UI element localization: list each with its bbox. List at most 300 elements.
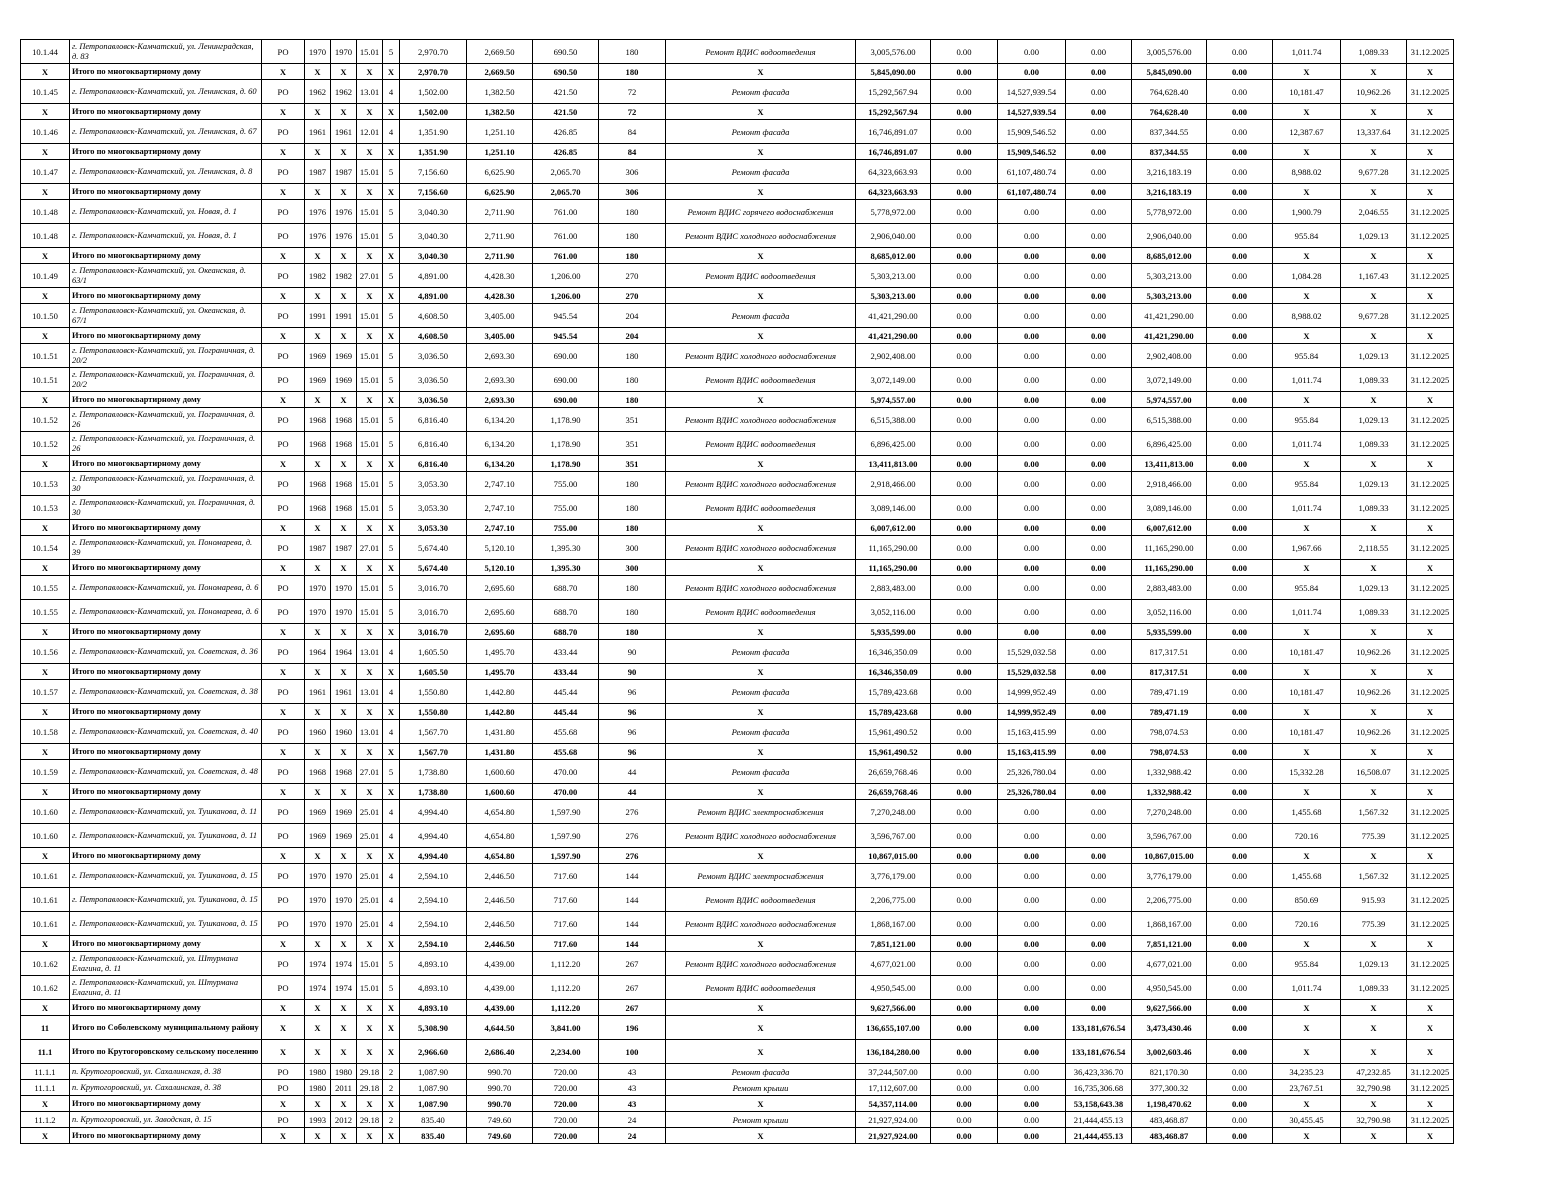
cell-c5: 0.00 bbox=[1207, 224, 1273, 248]
cell-area_res: 990.70 bbox=[467, 1080, 533, 1096]
cell-c1: 0.00 bbox=[931, 560, 998, 576]
cell-c5: 0.00 bbox=[1207, 160, 1273, 184]
cell-area_total: 1,502.00 bbox=[400, 80, 467, 104]
cell-cost: 136,655,107.00 bbox=[856, 1016, 931, 1040]
cell-y1: X bbox=[305, 664, 331, 680]
cell-deadline: X bbox=[1407, 248, 1454, 264]
cell-work: X bbox=[666, 848, 856, 864]
cell-c5: 0.00 bbox=[1207, 640, 1273, 664]
cell-area_nonres: 690.00 bbox=[533, 368, 599, 392]
cell-address: Итого по Соболевскому муниципальному району bbox=[70, 1016, 262, 1040]
cell-type: РО bbox=[262, 952, 305, 976]
cell-address: г. Петропавловск-Камчатский, ул. Советская, д. 36 bbox=[70, 640, 262, 664]
cell-area_total: 1,351.90 bbox=[400, 144, 467, 160]
cell-c5: 0.00 bbox=[1207, 288, 1273, 304]
cell-spec1: 8,988.02 bbox=[1273, 160, 1341, 184]
cell-spec1: X bbox=[1273, 64, 1341, 80]
cell-type: X bbox=[262, 248, 305, 264]
cell-area_total: 2,966.60 bbox=[400, 1040, 467, 1064]
cell-address: г. Петропавловск-Камчатский, ул. Ленинская, д. 8 bbox=[70, 160, 262, 184]
cell-spec1: X bbox=[1273, 288, 1341, 304]
cell-c4: 837,344.55 bbox=[1132, 120, 1207, 144]
cell-type: X bbox=[262, 704, 305, 720]
cell-no: 10.1.46 bbox=[21, 120, 70, 144]
cell-date: 15.01 bbox=[357, 368, 383, 392]
cell-c3: 0.00 bbox=[1066, 784, 1132, 800]
cell-c3: 0.00 bbox=[1066, 264, 1132, 288]
cell-no: 10.1.45 bbox=[21, 80, 70, 104]
cell-no: 10.1.62 bbox=[21, 952, 70, 976]
cell-work: X bbox=[666, 1128, 856, 1144]
cell-deadline: 31.12.2025 bbox=[1407, 888, 1454, 912]
cell-c5: 0.00 bbox=[1207, 600, 1273, 624]
cell-y1: X bbox=[305, 784, 331, 800]
cell-no: X bbox=[21, 328, 70, 344]
cell-c1: 0.00 bbox=[931, 744, 998, 760]
cell-area_total: 835.40 bbox=[400, 1128, 467, 1144]
cell-address: г. Петропавловск-Камчатский, ул. Штурмана Елагина, д. 11 bbox=[70, 976, 262, 1000]
cell-type: РО bbox=[262, 600, 305, 624]
cell-no: X bbox=[21, 64, 70, 80]
cell-c1: 0.00 bbox=[931, 392, 998, 408]
cell-no: X bbox=[21, 248, 70, 264]
cell-y2: 1962 bbox=[331, 80, 357, 104]
cell-area_nonres: 1,112.20 bbox=[533, 1000, 599, 1016]
cell-spec1: X bbox=[1273, 848, 1341, 864]
cell-y2: 1968 bbox=[331, 760, 357, 784]
cell-residents: 180 bbox=[599, 600, 666, 624]
cell-deadline: X bbox=[1407, 288, 1454, 304]
cell-deadline: X bbox=[1407, 784, 1454, 800]
cell-c1: 0.00 bbox=[931, 40, 998, 64]
cell-date: X bbox=[357, 104, 383, 120]
cell-cost: 16,346,350.09 bbox=[856, 640, 931, 664]
cell-spec1: 1,455.68 bbox=[1273, 800, 1341, 824]
cell-y1: 1982 bbox=[305, 264, 331, 288]
cell-work: Ремонт ВДИС холодного водоснабжения bbox=[666, 344, 856, 368]
cell-date: 15.01 bbox=[357, 600, 383, 624]
cell-cost: 16,746,891.07 bbox=[856, 120, 931, 144]
cell-date: 15.01 bbox=[357, 496, 383, 520]
cell-address: г. Петропавловск-Камчатский, ул. Ленинградская, д. 83 bbox=[70, 40, 262, 64]
cell-spec2: 1,089.33 bbox=[1341, 600, 1407, 624]
cell-area_res: 1,442.80 bbox=[467, 680, 533, 704]
cell-c4: 1,332,988.42 bbox=[1132, 760, 1207, 784]
cell-work: Ремонт ВДИС холодного водоснабжения bbox=[666, 224, 856, 248]
cell-floors: 4 bbox=[383, 888, 400, 912]
cell-area_nonres: 426.85 bbox=[533, 120, 599, 144]
cell-deadline: 31.12.2025 bbox=[1407, 224, 1454, 248]
cell-y2: 1969 bbox=[331, 368, 357, 392]
cell-spec1: 10,181.47 bbox=[1273, 680, 1341, 704]
cell-c1: 0.00 bbox=[931, 704, 998, 720]
cell-spec1: 1,084.28 bbox=[1273, 264, 1341, 288]
cell-type: РО bbox=[262, 496, 305, 520]
cell-spec2: 47,232.85 bbox=[1341, 1064, 1407, 1080]
cell-floors: 5 bbox=[383, 40, 400, 64]
cell-area_nonres: 445.44 bbox=[533, 680, 599, 704]
cell-c2: 0.00 bbox=[998, 536, 1066, 560]
cell-cost: 21,927,924.00 bbox=[856, 1112, 931, 1128]
cell-area_res: 4,428.30 bbox=[467, 288, 533, 304]
cell-c3: 0.00 bbox=[1066, 888, 1132, 912]
cell-c3: 0.00 bbox=[1066, 64, 1132, 80]
cell-c5: 0.00 bbox=[1207, 1064, 1273, 1080]
cell-c2: 0.00 bbox=[998, 328, 1066, 344]
cell-spec2: X bbox=[1341, 1040, 1407, 1064]
cell-area_nonres: 945.54 bbox=[533, 328, 599, 344]
capital-repair-program-table bbox=[20, 39, 1454, 1144]
cell-cost: 3,089,146.00 bbox=[856, 496, 931, 520]
cell-y2: X bbox=[331, 1016, 357, 1040]
cell-c1: 0.00 bbox=[931, 264, 998, 288]
cell-date: X bbox=[357, 1000, 383, 1016]
cell-c4: 2,206,775.00 bbox=[1132, 888, 1207, 912]
cell-no: 10.1.60 bbox=[21, 824, 70, 848]
cell-c3: 0.00 bbox=[1066, 496, 1132, 520]
cell-address: г. Петропавловск-Камчатский, ул. Новая, д. 1 bbox=[70, 200, 262, 224]
cell-c5: 0.00 bbox=[1207, 1016, 1273, 1040]
cell-no: 10.1.47 bbox=[21, 160, 70, 184]
cell-no: 10.1.53 bbox=[21, 472, 70, 496]
cell-cost: 15,292,567.94 bbox=[856, 80, 931, 104]
cell-cost: 9,627,566.00 bbox=[856, 1000, 931, 1016]
cell-no: X bbox=[21, 1096, 70, 1112]
cell-y2: X bbox=[331, 144, 357, 160]
cell-c4: 4,677,021.00 bbox=[1132, 952, 1207, 976]
cell-floors: 5 bbox=[383, 200, 400, 224]
cell-residents: 276 bbox=[599, 848, 666, 864]
cell-deadline: 31.12.2025 bbox=[1407, 824, 1454, 848]
cell-address: п. Крутогоровский, ул. Заводская, д. 15 bbox=[70, 1112, 262, 1128]
cell-residents: 24 bbox=[599, 1128, 666, 1144]
cell-type: X bbox=[262, 1016, 305, 1040]
table-row bbox=[21, 224, 1454, 248]
cell-work: Ремонт фасада bbox=[666, 304, 856, 328]
cell-area_nonres: 720.00 bbox=[533, 1064, 599, 1080]
cell-c2: 0.00 bbox=[998, 1040, 1066, 1064]
cell-c4: 5,845,090.00 bbox=[1132, 64, 1207, 80]
cell-address: Итого по многоквартирному дому bbox=[70, 560, 262, 576]
cell-floors: 2 bbox=[383, 1064, 400, 1080]
cell-c4: 2,902,408.00 bbox=[1132, 344, 1207, 368]
cell-type: X bbox=[262, 64, 305, 80]
cell-work: X bbox=[666, 624, 856, 640]
cell-y1: 1969 bbox=[305, 800, 331, 824]
cell-y2: 1976 bbox=[331, 200, 357, 224]
cell-area_res: 4,428.30 bbox=[467, 264, 533, 288]
cell-work: Ремонт ВДИС водоотведения bbox=[666, 40, 856, 64]
cell-address: Итого по многоквартирному дому bbox=[70, 784, 262, 800]
cell-area_res: 2,711.90 bbox=[467, 248, 533, 264]
cell-spec2: X bbox=[1341, 624, 1407, 640]
total-row bbox=[21, 1000, 1454, 1016]
cell-c2: 0.00 bbox=[998, 1016, 1066, 1040]
cell-cost: 3,052,116.00 bbox=[856, 600, 931, 624]
table-row bbox=[21, 40, 1454, 64]
cell-y1: X bbox=[305, 848, 331, 864]
cell-date: X bbox=[357, 936, 383, 952]
cell-no: 10.1.52 bbox=[21, 408, 70, 432]
cell-floors: X bbox=[383, 64, 400, 80]
cell-no: X bbox=[21, 624, 70, 640]
table-row bbox=[21, 408, 1454, 432]
cell-c2: 14,999,952.49 bbox=[998, 680, 1066, 704]
cell-work: Ремонт ВДИС холодного водоснабжения bbox=[666, 824, 856, 848]
cell-y1: 1970 bbox=[305, 576, 331, 600]
cell-work: X bbox=[666, 744, 856, 760]
cell-residents: 90 bbox=[599, 664, 666, 680]
cell-no: 10.1.57 bbox=[21, 680, 70, 704]
cell-c5: 0.00 bbox=[1207, 848, 1273, 864]
cell-residents: 351 bbox=[599, 456, 666, 472]
cell-y2: 1968 bbox=[331, 496, 357, 520]
cell-type: X bbox=[262, 392, 305, 408]
cell-residents: 144 bbox=[599, 936, 666, 952]
cell-floors: 4 bbox=[383, 800, 400, 824]
cell-cost: 5,778,972.00 bbox=[856, 200, 931, 224]
cell-area_nonres: 3,841.00 bbox=[533, 1016, 599, 1040]
cell-c5: 0.00 bbox=[1207, 120, 1273, 144]
total-row bbox=[21, 144, 1454, 160]
cell-c4: 3,776,179.00 bbox=[1132, 864, 1207, 888]
cell-area_res: 1,495.70 bbox=[467, 664, 533, 680]
cell-spec1: X bbox=[1273, 248, 1341, 264]
cell-residents: 180 bbox=[599, 64, 666, 80]
cell-floors: 5 bbox=[383, 760, 400, 784]
cell-c5: 0.00 bbox=[1207, 344, 1273, 368]
cell-address: г. Петропавловск-Камчатский, ул. Пограничная, д. 30 bbox=[70, 496, 262, 520]
cell-c1: 0.00 bbox=[931, 1064, 998, 1080]
cell-no: 10.1.48 bbox=[21, 224, 70, 248]
cell-work: Ремонт ВДИС холодного водоснабжения bbox=[666, 536, 856, 560]
cell-floors: 5 bbox=[383, 160, 400, 184]
cell-area_res: 4,654.80 bbox=[467, 824, 533, 848]
cell-c5: 0.00 bbox=[1207, 304, 1273, 328]
cell-c2: 0.00 bbox=[998, 368, 1066, 392]
cell-spec1: 23,767.51 bbox=[1273, 1080, 1341, 1096]
cell-y1: X bbox=[305, 456, 331, 472]
cell-address: Итого по многоквартирному дому bbox=[70, 1096, 262, 1112]
cell-spec2: X bbox=[1341, 248, 1407, 264]
cell-area_total: 7,156.60 bbox=[400, 184, 467, 200]
cell-floors: X bbox=[383, 184, 400, 200]
cell-spec1: 30,455.45 bbox=[1273, 1112, 1341, 1128]
cell-c3: 0.00 bbox=[1066, 456, 1132, 472]
cell-spec1: 1,011.74 bbox=[1273, 432, 1341, 456]
cell-spec1: X bbox=[1273, 1016, 1341, 1040]
cell-area_total: 4,608.50 bbox=[400, 304, 467, 328]
cell-c3: 36,423,336.70 bbox=[1066, 1064, 1132, 1080]
cell-y2: X bbox=[331, 560, 357, 576]
cell-c4: 8,685,012.00 bbox=[1132, 248, 1207, 264]
cell-c2: 0.00 bbox=[998, 600, 1066, 624]
cell-c3: 0.00 bbox=[1066, 432, 1132, 456]
cell-cost: 15,292,567.94 bbox=[856, 104, 931, 120]
cell-deadline: X bbox=[1407, 1128, 1454, 1144]
cell-deadline: 31.12.2025 bbox=[1407, 1064, 1454, 1080]
total-row bbox=[21, 104, 1454, 120]
cell-c5: 0.00 bbox=[1207, 936, 1273, 952]
cell-c1: 0.00 bbox=[931, 120, 998, 144]
cell-y2: X bbox=[331, 328, 357, 344]
total-row bbox=[21, 248, 1454, 264]
cell-c1: 0.00 bbox=[931, 976, 998, 1000]
cell-c4: 483,468.87 bbox=[1132, 1128, 1207, 1144]
cell-area_res: 1,431.80 bbox=[467, 720, 533, 744]
cell-residents: 300 bbox=[599, 536, 666, 560]
cell-c3: 16,735,306.68 bbox=[1066, 1080, 1132, 1096]
cell-c3: 0.00 bbox=[1066, 472, 1132, 496]
cell-c3: 0.00 bbox=[1066, 640, 1132, 664]
cell-c2: 0.00 bbox=[998, 1096, 1066, 1112]
cell-y1: 1976 bbox=[305, 200, 331, 224]
cell-y1: X bbox=[305, 1000, 331, 1016]
cell-y2: X bbox=[331, 392, 357, 408]
cell-y1: 1970 bbox=[305, 888, 331, 912]
cell-c3: 0.00 bbox=[1066, 200, 1132, 224]
cell-residents: 84 bbox=[599, 144, 666, 160]
cell-spec1: 1,967.66 bbox=[1273, 536, 1341, 560]
table-row bbox=[21, 888, 1454, 912]
cell-no: X bbox=[21, 744, 70, 760]
cell-address: Итого по Крутогоровскому сельскому поселению bbox=[70, 1040, 262, 1064]
cell-area_res: 3,405.00 bbox=[467, 304, 533, 328]
cell-spec2: 775.39 bbox=[1341, 824, 1407, 848]
cell-c4: 9,627,566.00 bbox=[1132, 1000, 1207, 1016]
cell-c4: 3,596,767.00 bbox=[1132, 824, 1207, 848]
cell-residents: 72 bbox=[599, 104, 666, 120]
cell-y2: X bbox=[331, 848, 357, 864]
cell-no: X bbox=[21, 848, 70, 864]
cell-type: РО bbox=[262, 536, 305, 560]
cell-area_res: 2,686.40 bbox=[467, 1040, 533, 1064]
cell-y2: X bbox=[331, 104, 357, 120]
cell-area_total: 1,087.90 bbox=[400, 1064, 467, 1080]
cell-address: г. Петропавловск-Камчатский, ул. Пономарева, д. 6 bbox=[70, 576, 262, 600]
cell-area_nonres: 1,178.90 bbox=[533, 432, 599, 456]
cell-c2: 0.00 bbox=[998, 408, 1066, 432]
cell-cost: 26,659,768.46 bbox=[856, 760, 931, 784]
cell-c1: 0.00 bbox=[931, 328, 998, 344]
cell-address: г. Петропавловск-Камчатский, ул. Тушканова, д. 15 bbox=[70, 864, 262, 888]
cell-c5: 0.00 bbox=[1207, 456, 1273, 472]
cell-c5: 0.00 bbox=[1207, 800, 1273, 824]
cell-no: X bbox=[21, 456, 70, 472]
cell-cost: 17,112,607.00 bbox=[856, 1080, 931, 1096]
cell-address: Итого по многоквартирному дому bbox=[70, 664, 262, 680]
cell-cost: 41,421,290.00 bbox=[856, 304, 931, 328]
table-row bbox=[21, 1112, 1454, 1128]
cell-cost: 5,303,213.00 bbox=[856, 264, 931, 288]
cell-y2: X bbox=[331, 784, 357, 800]
cell-address: Итого по многоквартирному дому bbox=[70, 704, 262, 720]
cell-area_nonres: 717.60 bbox=[533, 912, 599, 936]
cell-y1: 1970 bbox=[305, 864, 331, 888]
cell-residents: 306 bbox=[599, 160, 666, 184]
cell-type: X bbox=[262, 936, 305, 952]
cell-address: Итого по многоквартирному дому bbox=[70, 848, 262, 864]
cell-c2: 0.00 bbox=[998, 1128, 1066, 1144]
cell-c3: 0.00 bbox=[1066, 1000, 1132, 1016]
cell-cost: 16,346,350.09 bbox=[856, 664, 931, 680]
cell-c5: 0.00 bbox=[1207, 144, 1273, 160]
cell-type: РО bbox=[262, 760, 305, 784]
cell-address: Итого по многоквартирному дому bbox=[70, 104, 262, 120]
cell-area_total: 1,087.90 bbox=[400, 1096, 467, 1112]
cell-area_total: 1,502.00 bbox=[400, 104, 467, 120]
cell-c2: 0.00 bbox=[998, 1080, 1066, 1096]
cell-y1: X bbox=[305, 1040, 331, 1064]
cell-c2: 0.00 bbox=[998, 976, 1066, 1000]
cell-c2: 15,529,032.58 bbox=[998, 664, 1066, 680]
cell-c2: 15,529,032.58 bbox=[998, 640, 1066, 664]
cell-c1: 0.00 bbox=[931, 1112, 998, 1128]
cell-c4: 5,303,213.00 bbox=[1132, 288, 1207, 304]
cell-c1: 0.00 bbox=[931, 720, 998, 744]
cell-deadline: X bbox=[1407, 1096, 1454, 1112]
cell-c1: 0.00 bbox=[931, 288, 998, 304]
cell-c5: 0.00 bbox=[1207, 1112, 1273, 1128]
cell-y1: 1961 bbox=[305, 120, 331, 144]
cell-no: 10.1.61 bbox=[21, 912, 70, 936]
cell-work: Ремонт крыши bbox=[666, 1112, 856, 1128]
cell-c5: 0.00 bbox=[1207, 392, 1273, 408]
cell-spec1: 1,011.74 bbox=[1273, 976, 1341, 1000]
cell-date: X bbox=[357, 248, 383, 264]
cell-area_res: 2,747.10 bbox=[467, 496, 533, 520]
cell-area_nonres: 755.00 bbox=[533, 520, 599, 536]
cell-c2: 15,909,546.52 bbox=[998, 144, 1066, 160]
cell-c2: 14,527,939.54 bbox=[998, 80, 1066, 104]
cell-area_total: 6,816.40 bbox=[400, 432, 467, 456]
cell-date: X bbox=[357, 328, 383, 344]
cell-residents: 180 bbox=[599, 392, 666, 408]
cell-date: X bbox=[357, 704, 383, 720]
cell-c1: 0.00 bbox=[931, 1128, 998, 1144]
cell-c3: 0.00 bbox=[1066, 848, 1132, 864]
cell-spec2: 1,029.13 bbox=[1341, 344, 1407, 368]
cell-type: X bbox=[262, 456, 305, 472]
cell-work: X bbox=[666, 784, 856, 800]
cell-residents: 300 bbox=[599, 560, 666, 576]
cell-spec1: 850.69 bbox=[1273, 888, 1341, 912]
cell-type: X bbox=[262, 784, 305, 800]
cell-y1: 1961 bbox=[305, 680, 331, 704]
cell-area_nonres: 1,178.90 bbox=[533, 456, 599, 472]
cell-no: X bbox=[21, 784, 70, 800]
cell-c1: 0.00 bbox=[931, 224, 998, 248]
cell-cost: 41,421,290.00 bbox=[856, 328, 931, 344]
cell-date: X bbox=[357, 520, 383, 536]
cell-c1: 0.00 bbox=[931, 104, 998, 120]
cell-type: X bbox=[262, 144, 305, 160]
cell-residents: 270 bbox=[599, 264, 666, 288]
cell-spec1: X bbox=[1273, 184, 1341, 200]
cell-address: г. Петропавловск-Камчатский, ул. Пограничная, д. 26 bbox=[70, 432, 262, 456]
cell-c2: 0.00 bbox=[998, 248, 1066, 264]
cell-c5: 0.00 bbox=[1207, 720, 1273, 744]
cell-y2: 1960 bbox=[331, 720, 357, 744]
cell-work: Ремонт ВДИС водоотведения bbox=[666, 368, 856, 392]
cell-area_nonres: 470.00 bbox=[533, 784, 599, 800]
cell-c2: 61,107,480.74 bbox=[998, 160, 1066, 184]
cell-date: 15.01 bbox=[357, 200, 383, 224]
cell-c3: 0.00 bbox=[1066, 160, 1132, 184]
cell-c3: 0.00 bbox=[1066, 760, 1132, 784]
cell-spec1: 1,900.79 bbox=[1273, 200, 1341, 224]
cell-cost: 64,323,663.93 bbox=[856, 160, 931, 184]
